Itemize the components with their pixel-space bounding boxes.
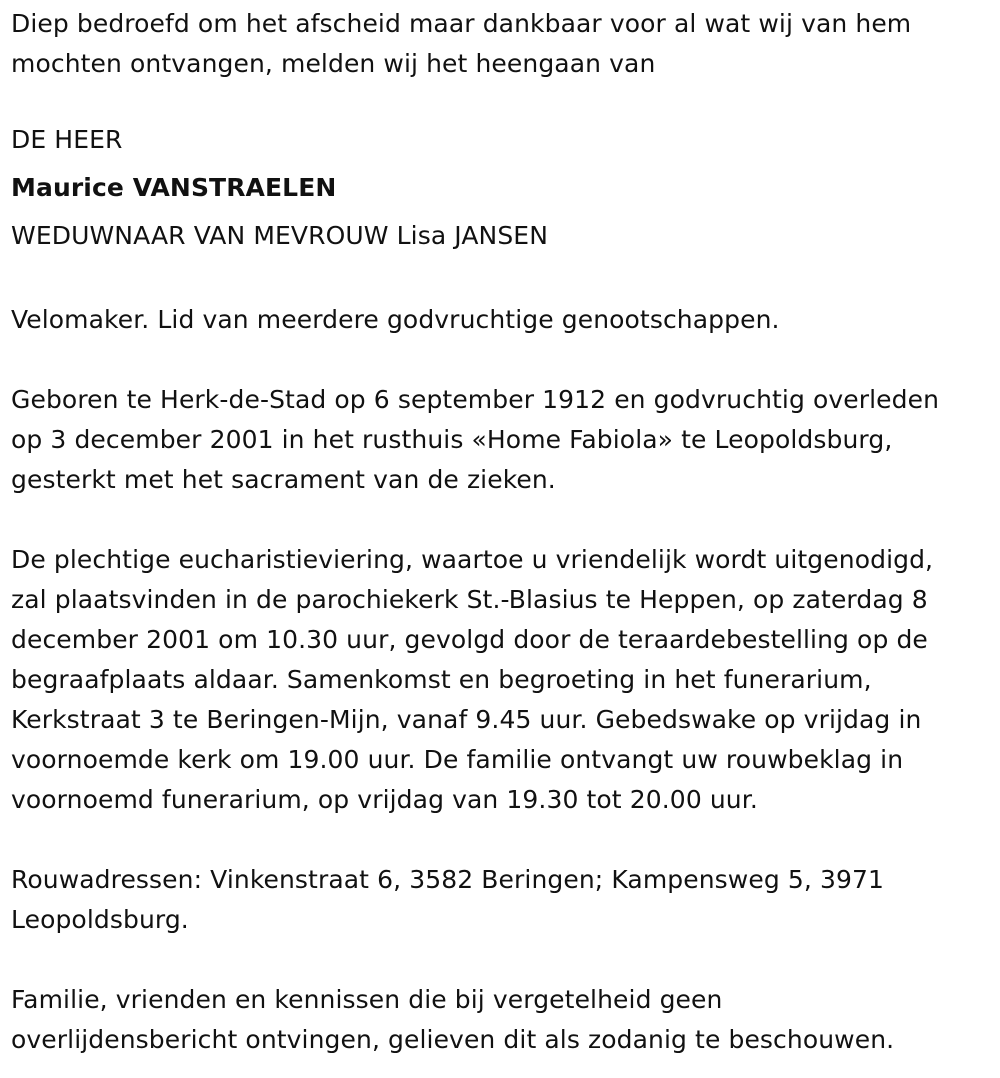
spacer	[11, 340, 991, 380]
spacer	[11, 84, 991, 116]
deceased-name: Maurice VANSTRAELEN	[11, 173, 337, 202]
addresses-paragraph: Rouwadressen: Vinkenstraat 6, 3582 Beringen; Kampensweg 5, 3971 Leopoldsburg.	[11, 865, 884, 934]
widower-line: WEDUWNAAR VAN MEVROUW Lisa JANSEN	[11, 221, 549, 250]
honorific: DE HEER	[11, 125, 123, 154]
spacer	[11, 940, 991, 980]
spacer	[11, 500, 991, 540]
intro-paragraph: Diep bedroefd om het afscheid maar dankbaar voor al wat wij van hem mochten ontvangen, melden wij het heengaan van	[11, 9, 912, 78]
closing-paragraph: Familie, vrienden en kennissen die bij vergetelheid geen overlijdensbericht ontvingen, gelieven dit als zodanig te beschouwen.	[11, 985, 895, 1054]
spacer	[11, 260, 991, 300]
occupation-paragraph: Velomaker. Lid van meerdere godvruchtige genootschappen.	[11, 305, 780, 334]
birth-death-paragraph: Geboren te Herk-de-Stad op 6 september 1912 en godvruchtig overleden op 3 december 2001 in het rusthuis «Home Fabiola» te Leopoldsburg, gesterkt met het sacrament van de zieken.	[11, 385, 940, 494]
ceremony-paragraph: De plechtige eucharistieviering, waartoe u vriendelijk wordt uitgenodigd, zal plaatsvinden in de parochiekerk St.-Blasius te Heppen, op zaterdag 8 december 2001 om 10.30 uur, gevolgd door de teraardebestelling op de begraafplaats aldaar. Samenkomst en begroeting in het funerarium, Kerkstraat 3 te Beringen-Mijn, vanaf 9.45 uur. Gebedswake op vrijdag in voornoemde kerk om 19.00 uur. De familie ontvangt uw rouwbeklag in voornoemd funerarium, op vrijdag van 19.30 tot 20.00 uur.	[11, 545, 934, 814]
obituary-notice	[11, 4, 991, 1060]
spacer	[11, 820, 991, 860]
